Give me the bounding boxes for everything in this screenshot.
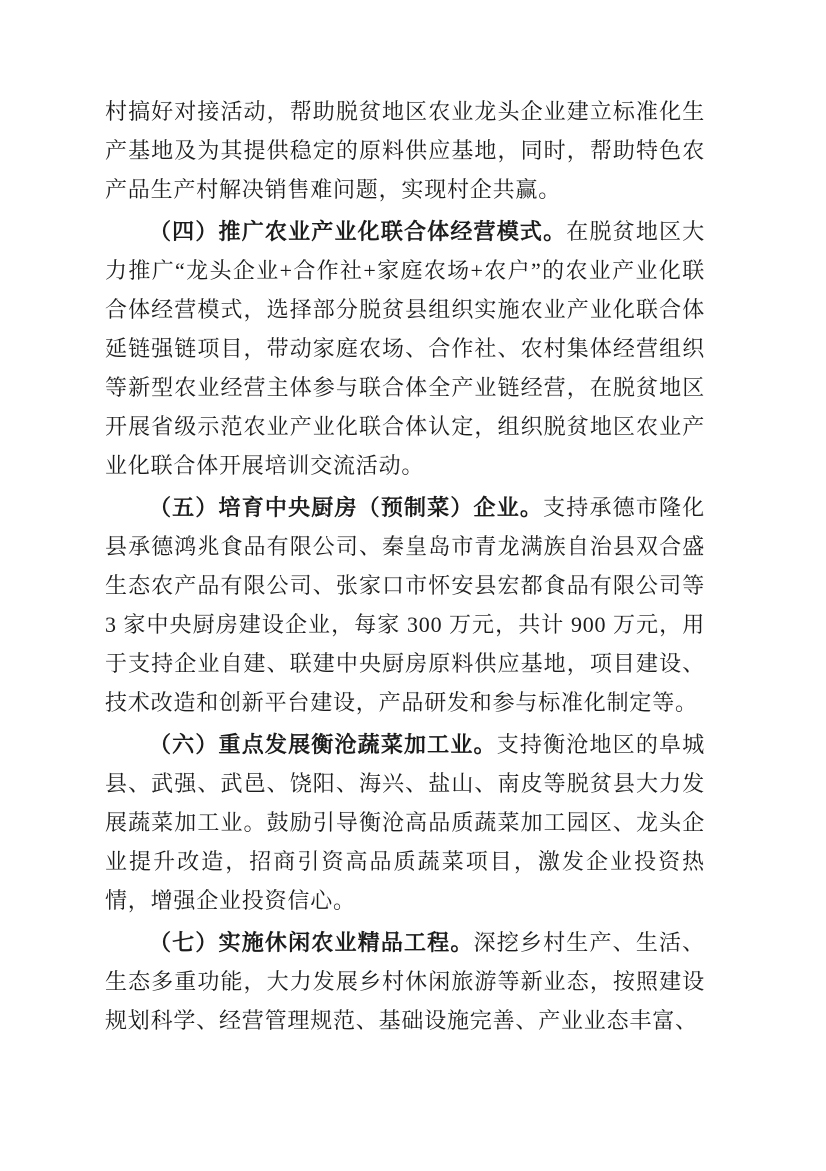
section-6-body: 支持衡沧地区的阜城县、武强、武邑、饶阳、海兴、盐山、南皮等脱贫县大力发展蔬菜加工业。鼓励引导衡沧高品质蔬菜加工园区、龙头企业提升改造，招商引资高品质蔬菜项目，激发企业投资热情，增强企业投资信心。 [105, 732, 705, 913]
paragraph-section-5 [105, 488, 705, 722]
paragraph-section-4 [105, 212, 705, 485]
document-text-area [105, 92, 705, 1040]
paragraph-section-6 [105, 725, 705, 920]
section-4-heading: （四）推广农业产业化联合体经营模式。 [149, 219, 567, 244]
paragraph-section-7 [105, 923, 705, 1040]
section-5-heading: （五）培育中央厨房（预制菜）企业。 [149, 495, 544, 520]
section-7-body: 深挖乡村生产、生活、生态多重功能，大力发展乡村休闲旅游等新业态，按照建设规划科学、经营管理规范、基础设施完善、产业业态丰富、 [105, 930, 705, 1033]
section-6-heading: （六）重点发展衡沧蔬菜加工业。 [149, 732, 497, 757]
section-5-body: 支持承德市隆化县承德鸿兆食品有限公司、秦皇岛市青龙满族自治县双合盛生态农产品有限公司、张家口市怀安县宏都食品有限公司等 3 家中央厨房建设企业，每家 300 万元，共计 900 万元，用于支持企业自建、联建中央厨房原料供应基地，项目建设、技术改造和创新平台建设，产品研发和参与标准化制定等。 [105, 495, 705, 715]
section-7-heading: （七）实施休闲农业精品工程。 [149, 930, 474, 955]
paragraph-continuation: 村搞好对接活动，帮助脱贫地区农业龙头企业建立标准化生产基地及为其提供稳定的原料供应基地，同时，帮助特色农产品生产村解决销售难问题，实现村企共赢。 [105, 99, 705, 202]
section-4-body: 在脱贫地区大力推广“龙头企业+合作社+家庭农场+农户”的农业产业化联合体经营模式，选择部分脱贫县组织实施农业产业化联合体延链强链项目，带动家庭农场、合作社、农村集体经营组织等新型农业经营主体参与联合体全产业链经营，在脱贫地区开展省级示范农业产业化联合体认定，组织脱贫地区农业产业化联合体开展培训交流活动。 [105, 219, 705, 478]
